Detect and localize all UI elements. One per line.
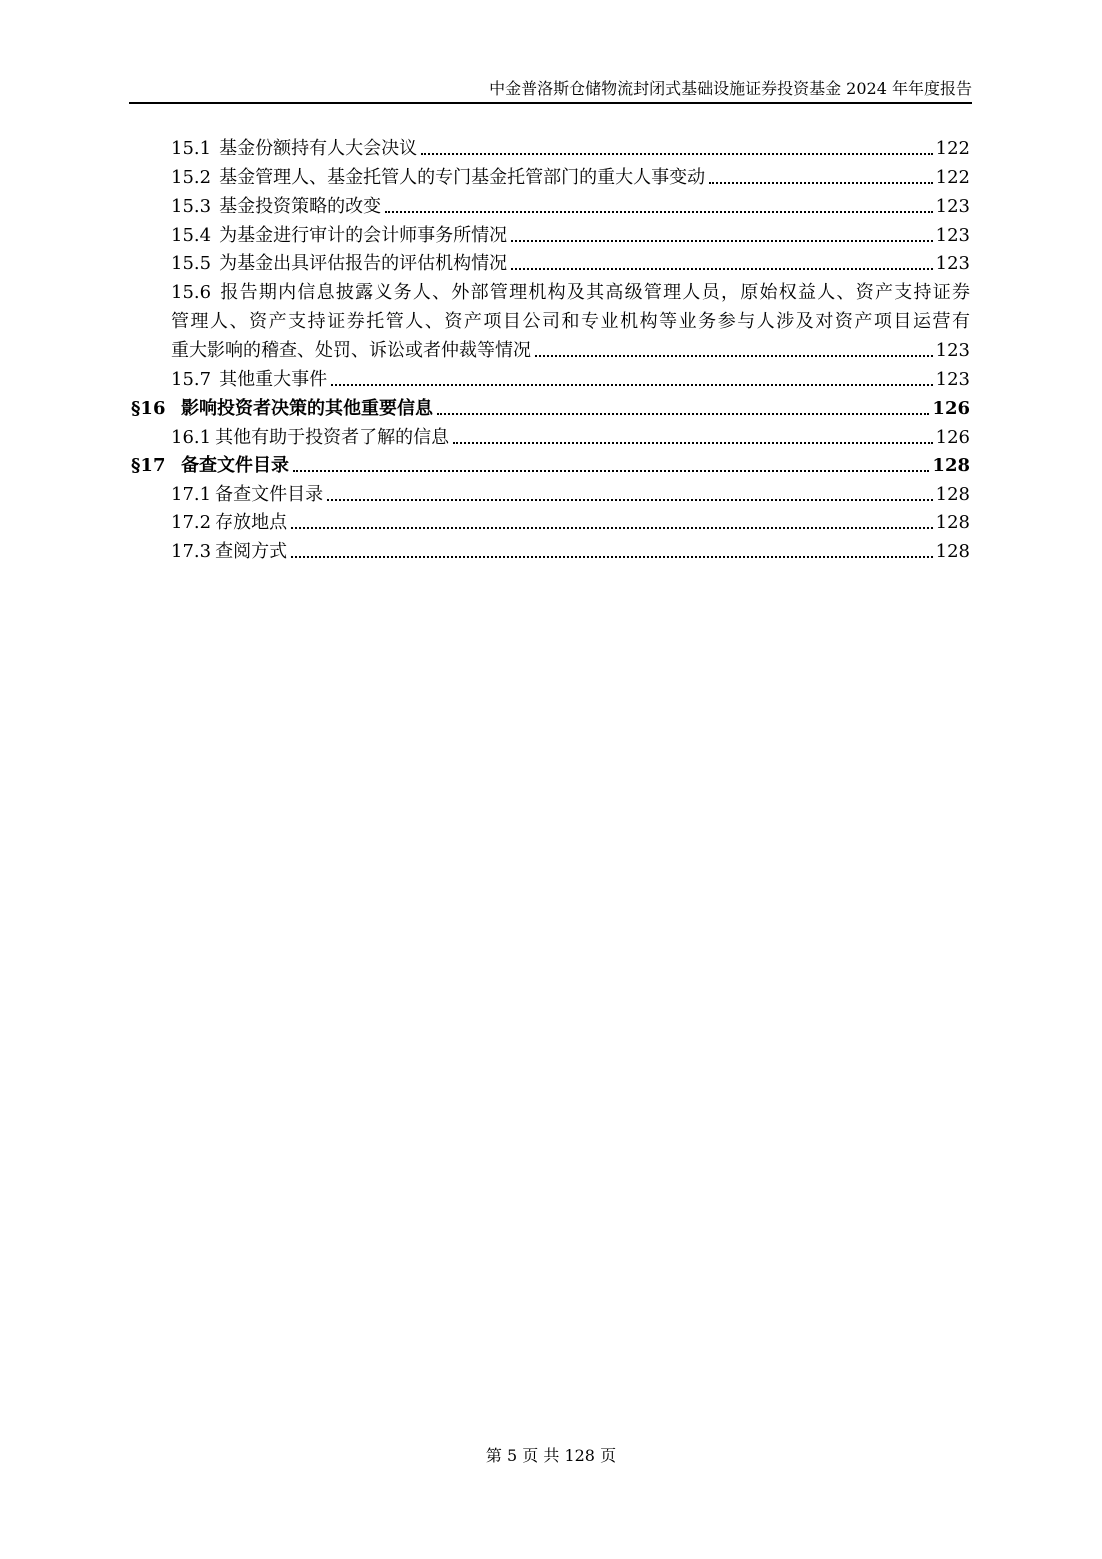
toc-entry-15-5[interactable] <box>171 249 970 278</box>
dot-leader <box>291 556 933 558</box>
toc-entry-15-4[interactable] <box>171 221 970 250</box>
report-title: 中金普洛斯仓储物流封闭式基础设施证券投资基金 2024 年年度报告 <box>489 79 972 98</box>
toc-entry-title: 其他有助于投资者了解的信息 <box>215 427 450 448</box>
toc-entry-label <box>171 480 323 509</box>
dot-leader <box>511 268 933 270</box>
dot-leader <box>293 470 929 472</box>
dot-leader <box>535 355 933 357</box>
toc-entry-17-1[interactable] <box>171 480 970 509</box>
dot-leader <box>709 182 933 184</box>
toc-entry-label <box>171 134 417 163</box>
toc-entry-15-6[interactable] <box>171 278 970 365</box>
toc-entry-number: 17.2 <box>171 512 212 533</box>
toc-section-number: §16 <box>131 398 166 419</box>
toc-entry-17-2[interactable] <box>171 508 970 537</box>
toc-entry-line-2: 管理人、资产支持证券托管人、资产项目公司和专业机构等业务参与人涉及对资产项目运营有 <box>171 311 970 332</box>
toc-entry-15-3[interactable] <box>171 192 970 221</box>
toc-entry-label <box>171 537 287 566</box>
toc-entry-title: 查阅方式 <box>215 541 288 562</box>
toc-entry-17-3[interactable] <box>171 537 970 566</box>
toc-entry-title: 存放地点 <box>215 512 288 533</box>
toc-entry-number: 15.1 <box>171 138 212 159</box>
toc-entry-number: 15.4 <box>171 225 212 246</box>
toc-section-17[interactable] <box>131 451 970 480</box>
toc-entry-15-2[interactable] <box>171 163 970 192</box>
toc-page-number: 128 <box>935 512 970 533</box>
toc-entry-label <box>171 192 381 221</box>
toc-page-number: 128 <box>935 541 970 562</box>
toc-entry-title-line-3: 重大影响的稽查、处罚、诉讼或者仲裁等情况 <box>171 340 531 361</box>
toc-page-number: 128 <box>935 484 970 505</box>
dot-leader <box>453 442 933 444</box>
toc-section-label <box>131 451 289 480</box>
toc-section-number: §17 <box>131 455 166 476</box>
toc-entry-title: 基金份额持有人大会决议 <box>219 138 418 159</box>
toc-entry-title: 为基金进行审计的会计师事务所情况 <box>219 225 508 246</box>
dot-leader <box>327 499 933 501</box>
toc-page-number: 122 <box>935 167 970 188</box>
toc-entry-number: 15.6 <box>171 282 212 303</box>
toc-entry-title-line-1: 报告期内信息披露义务人、外部管理机构及其高级管理人员，原始权益人、资产支持证券 <box>219 282 970 303</box>
dot-leader <box>437 413 929 415</box>
dot-leader <box>291 527 933 529</box>
toc-page-number: 128 <box>932 455 970 476</box>
toc-entry-title: 基金投资策略的改变 <box>219 196 382 217</box>
toc-entry-title: 为基金出具评估报告的评估机构情况 <box>219 253 508 274</box>
toc-entry-number: 15.7 <box>171 369 212 390</box>
toc-section-label <box>131 394 433 423</box>
toc-entry-number: 15.3 <box>171 196 212 217</box>
toc-entry-title: 备查文件目录 <box>215 484 324 505</box>
page-footer <box>0 1444 1102 1468</box>
toc-page-number: 126 <box>935 427 970 448</box>
toc-section-16[interactable] <box>131 394 970 423</box>
toc-section-title: 影响投资者决策的其他重要信息 <box>181 398 433 419</box>
toc-entry-15-1[interactable] <box>171 134 970 163</box>
toc-entry-label <box>171 508 287 537</box>
toc-entry-15-7[interactable] <box>171 365 970 394</box>
toc-entry-number: 16.1 <box>171 427 212 448</box>
toc-page-number: 123 <box>935 340 970 361</box>
toc-page-number: 123 <box>935 253 970 274</box>
toc-section-title: 备查文件目录 <box>181 455 289 476</box>
toc-page-number: 123 <box>935 369 970 390</box>
toc-entry-label <box>171 221 507 250</box>
page-header <box>129 78 972 104</box>
toc-entry-label <box>171 163 705 192</box>
toc-entry-number: 15.2 <box>171 167 212 188</box>
toc-page-number: 126 <box>932 398 970 419</box>
toc-entry-number: 17.3 <box>171 541 212 562</box>
toc-page-number: 122 <box>935 138 970 159</box>
toc-page-number: 123 <box>935 196 970 217</box>
dot-leader <box>421 153 933 155</box>
dot-leader <box>511 240 933 242</box>
toc-entry-16-1[interactable] <box>171 423 970 452</box>
toc-entry-number: 15.5 <box>171 253 212 274</box>
toc-entry-number: 17.1 <box>171 484 212 505</box>
toc-entry-label <box>171 249 507 278</box>
toc-entry-title: 基金管理人、基金托管人的专门基金托管部门的重大人事变动 <box>219 167 706 188</box>
toc-entry-line-1 <box>171 278 970 307</box>
dot-leader <box>331 384 933 386</box>
toc-entry-label <box>171 365 327 394</box>
toc-entry-line-3 <box>171 336 970 365</box>
toc-page-number: 123 <box>935 225 970 246</box>
toc-entry-title: 其他重大事件 <box>219 369 328 390</box>
page-indicator: 第 5 页 共 128 页 <box>485 1446 617 1465</box>
toc-entry-label <box>171 423 449 452</box>
dot-leader <box>385 211 933 213</box>
